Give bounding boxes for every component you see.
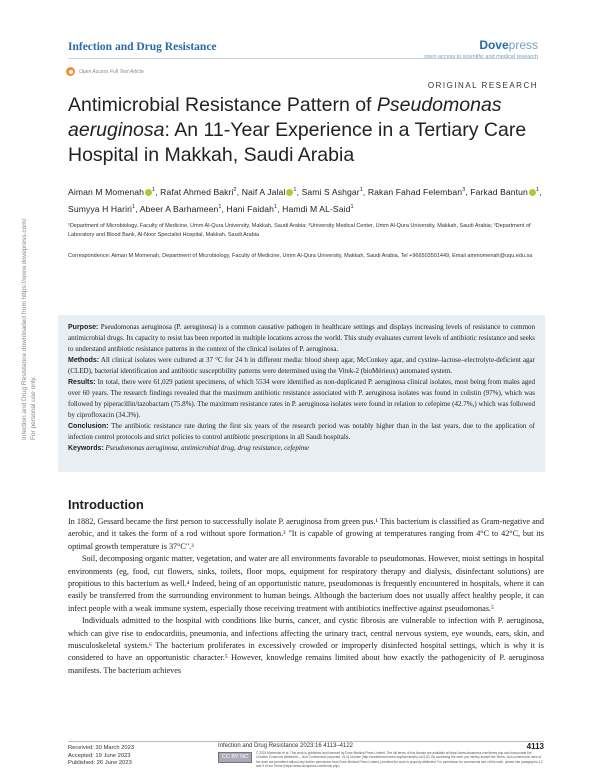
abstract-purpose: Purpose: Pseudomonas aeruginosa (P. aeruginosa) is a common causative pathogen in healthcare settings and displays increasing levels of resistance to common antimicrobial drugs. Its capacity to resist has been reported in multiple locations across the world. This study evaluates current levels of antibiotic resistance and seeks to understand antibiotic resistance patterns in the context of the clinical isolates of P. aeruginosa. — [68, 323, 536, 353]
author-name: Farkad Bantun — [470, 186, 528, 197]
abstract-results: Results: In total, there were 61,029 patient specimens, of which 5534 were identified as non-duplicated P. aeruginosa clinical isolates, most being from males aged over 60 years. The research findings revealed that the maximum antibiotic resistance associated with P. aeruginosa isolates was found in colistin (97%), which was followed by piperacillin/tazobactam (75.8%). The maximum resistance rates in P. aeruginosa isolates were found in relation to cefepime (42.7%,) which was followed by ciprofloxacin (34.3%). — [68, 378, 535, 419]
author-affiliation-ref: 1 — [152, 187, 156, 193]
received-date: Received: 30 March 2023 — [68, 745, 135, 751]
author-affiliation-ref: 1 — [359, 187, 363, 193]
intro-paragraph-1: In 1882, Gessard became the first person to successfully isolate P. aeruginosa from green pus.¹ This bacterium is classified as Gram-negative and aerobic, and it takes the form of a rod without spore formation.² "It is capable of growing at temperatures ranging from 4°C to 42°C, but its optimal growth temperature is 37°C".³ — [68, 517, 544, 551]
accepted-date: Accepted: 19 June 2023 — [68, 752, 131, 759]
header-divider — [68, 58, 538, 59]
journal-name: Infection and Drug Resistance — [68, 41, 217, 53]
publisher-logo — [424, 38, 538, 60]
abstract-keywords: Keywords: Pseudomonas aeruginosa, antimicrobial drug, drug resistance, cefepime — [68, 444, 309, 452]
author-name: Naif A Jalal — [241, 186, 286, 197]
orcid-icon[interactable] — [145, 189, 152, 196]
correspondence: Correspondence: Aiman M Momenah, Department of Microbiology, Faculty of Medicine, Umm Al-Qura University, Makkah, Saudi Arabia, Tel +966503501449, Email ammomenah@uqu.edu.sa — [68, 253, 533, 259]
footer-dates — [68, 745, 134, 768]
author-name: Aiman M Momenah — [68, 186, 145, 197]
introduction-body — [68, 516, 544, 677]
author-affiliation-ref: 1 — [273, 204, 278, 211]
intro-paragraph-3: Individuals admitted to the hospital with conditions like burns, cancer, and cystic fibrosis are vulnerable to infection with P. aeruginosa, which can give rise to endocarditis, pneumonia, and infections affecting the urinary tract, central nervous system, eye wounds, ears, skin, and musculoskeletal system.⁶ The bacterium proliferates in excessively crowded or improperly disinfected hospital settings, which is why it is considered to have an opportunistic character.⁵ However, knowledge remains limited about how exactly the pathogenicity of P. aeruginosa manifests. The bacterium achieves — [68, 616, 544, 675]
section-label: ORIGINAL RESEARCH — [427, 81, 538, 90]
open-access-badge — [66, 67, 144, 76]
author-affiliation-ref: 3 — [462, 187, 466, 193]
author-affiliation-ref: 2 — [233, 187, 237, 193]
introduction-heading: Introduction — [68, 497, 144, 512]
author-affiliation-ref: 1 — [218, 204, 222, 211]
intro-paragraph-2: Soil, decomposing organic matter, vegetation, and water are all environments favorable to pseudomonas. However, moist settings in hospital environments (eg, food, cut flowers, sinks, toilets, floor mops, equipment for respiratory therapy and dialysis, disinfectant solutions) are propitious to this bacterium as well.⁴ Indeed, being of an opportunistic nature, pseudomonas is frequently encountered in hospitals, where it can easily be transferred from the surrounding environment to human beings. Although the bacterium does not usually affect healthy people, it can infect people with a weak immune system, especially those receiving treatment with antibiotics ineffective against pseudomonas.⁵ — [68, 554, 544, 613]
affiliations: ¹Department of Microbiology, Faculty of Medicine, Umm Al-Qura University, Makkah, Saudi Arabia; ²University Medical Center, Umm Al-Qura University, Makkah, Saudi Arabia; ³Department of Laboratory and Blood Bank, Al-Noor Specialist Hospital, Makkah, Saudi Arabia — [68, 223, 531, 238]
download-watermark: Infection and Drug Resistance downloaded from https://www.dovepress.com/ For personal use only. — [21, 218, 37, 440]
author-name: Rafat Ahmed Bakri — [160, 186, 234, 197]
abstract-box — [58, 315, 545, 472]
orcid-icon[interactable] — [529, 189, 536, 196]
abstract-conclusion: Conclusion: The antibiotic resistance rate during the first six years of the research period was notably higher than in the last years, due to the application of infection control protocols and strict policies to control antibiotic prescriptions in all Saudi hospitals. — [68, 422, 536, 441]
author-name: Hamdi M AL-Said — [282, 204, 351, 215]
author-name: Abeer A Barhameen — [139, 204, 219, 215]
publisher-name-bold: Dove — [479, 38, 509, 52]
footer-citation: Infection and Drug Resistance 2023:16 4113–4122 — [218, 743, 353, 749]
publisher-name-light: press — [508, 38, 538, 52]
author-affiliation-ref: 1 — [293, 187, 297, 193]
author-name: Hani Faidah — [226, 204, 274, 215]
cc-license-icon[interactable]: CC BY NC — [218, 752, 252, 763]
author-list: Aiman M Momenah $^1$, Rafat Ahmed Bakri$^2$, Naif A Jalal $^1$, Sami S Ashgar$^1$, Rakan Fahad Felemban$^3$, Farkad Bantun $^1$, Sumyya H Hariri$^1$, Abeer A Barhameen$^1$, Hani Faidah$^1$, Hamdi M AL-Said$^1$ — [68, 186, 542, 215]
article-title: Antimicrobial Resistance Pattern of Pseudomonas aeruginosa: An 11-Year Experience in a Tertiary Care Hospital in Makkah, Saudi Arabia — [68, 94, 527, 166]
published-date: Published: 26 June 2023 — [68, 760, 132, 766]
author-name: Sami S Ashgar — [301, 186, 360, 197]
author-affiliation-ref: 1 — [132, 204, 136, 211]
author-affiliation-ref: 1 — [535, 187, 540, 193]
author-name: Rakan Fahad Felemban — [367, 186, 463, 197]
author-affiliation-ref: 1 — [350, 204, 354, 211]
abstract-methods: Methods: All clinical isolates were cultured at 37 °C for 24 h in different media: blood sheep agar, McConkey agar, and cystine–lactose–electrolyte-deficient agar (CLED), bacterial identification and antibiotic susceptibility patterns were determined using the Vitek-2 (bioMérieux) automated system. — [68, 356, 535, 375]
publisher-tagline: open access to scientific and medical research — [424, 54, 538, 60]
footer-divider — [68, 741, 544, 742]
open-access-icon — [66, 67, 75, 76]
author-name: Sumyya H Hariri — [68, 204, 133, 215]
open-access-label: Open Access Full Text Article — [79, 68, 144, 75]
title-species: Pseudomonas aeruginosa — [68, 94, 502, 141]
license-text: © 2023 Momenah et al. This work is published and licensed by Dove Medical Press Limited. The full terms of this license are available at https://www.dovepress.com/terms.php and incorporate the Creative Commons Attribution – Non Commercial (unported, v3.0) License (http://creativecommons.org/licenses/by-nc/3.0/). By accessing the work you hereby accept the Terms. Non-commercial uses of the work are permitted without any further permission from Dove Medical Press Limited, provided the work is properly attributed. For permission for commercial use of this work, please see paragraphs 4.2 and 5 of our Terms (https://www.dovepress.com/terms.php). — [256, 751, 543, 768]
page-number: 4113 — [526, 742, 544, 751]
